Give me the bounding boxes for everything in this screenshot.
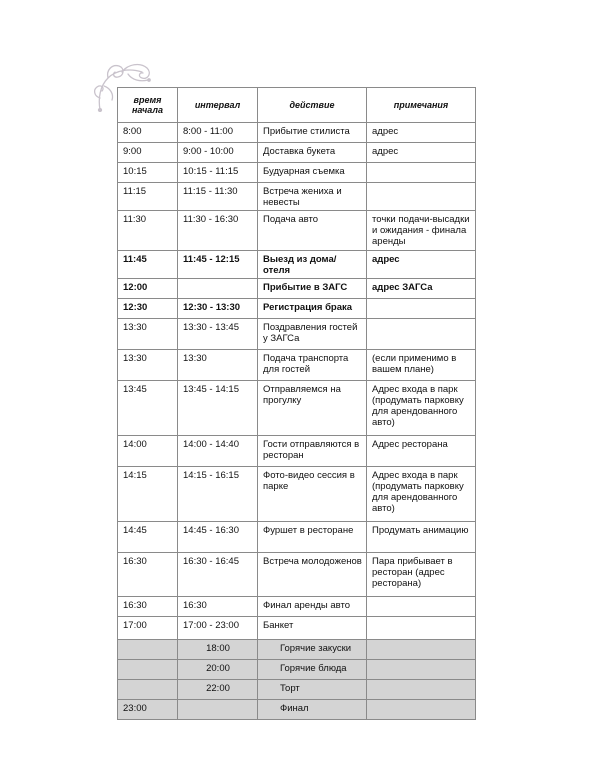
start-cell: 16:30 xyxy=(118,597,178,617)
interval-cell xyxy=(178,700,258,720)
note-cell xyxy=(367,163,476,183)
note-cell: адрес xyxy=(367,143,476,163)
action-cell: Подача авто xyxy=(258,211,367,251)
table-row xyxy=(118,279,476,299)
start-cell: 14:00 xyxy=(118,436,178,467)
action-cell: Фуршет в ресторане xyxy=(258,522,367,553)
start-cell: 13:30 xyxy=(118,350,178,381)
interval-cell: 16:30 - 16:45 xyxy=(178,553,258,597)
action-cell: Регистрация брака xyxy=(258,299,367,319)
table-row xyxy=(118,617,476,640)
table-row xyxy=(118,123,476,143)
action-cell: Доставка букета xyxy=(258,143,367,163)
action-cell: Финал аренды авто xyxy=(258,597,367,617)
table-row xyxy=(118,211,476,251)
start-cell xyxy=(118,680,178,700)
start-cell: 11:30 xyxy=(118,211,178,251)
note-cell: Адрес ресторана xyxy=(367,436,476,467)
interval-cell: 16:30 xyxy=(178,597,258,617)
interval-cell: 9:00 - 10:00 xyxy=(178,143,258,163)
action-cell: Финал xyxy=(258,700,367,720)
note-cell: Продумать анимацию xyxy=(367,522,476,553)
action-cell: Горячие закуски xyxy=(258,640,367,660)
start-cell: 14:15 xyxy=(118,467,178,522)
interval-cell: 14:15 - 16:15 xyxy=(178,467,258,522)
table-row xyxy=(118,299,476,319)
start-cell: 14:45 xyxy=(118,522,178,553)
start-cell xyxy=(118,640,178,660)
interval-cell: 11:15 - 11:30 xyxy=(178,183,258,211)
action-cell: Прибытие в ЗАГС xyxy=(258,279,367,299)
action-cell: Фото-видео сессия в парке xyxy=(258,467,367,522)
action-cell: Выезд из дома/отеля xyxy=(258,251,367,279)
start-cell: 23:00 xyxy=(118,700,178,720)
interval-cell: 11:45 - 12:15 xyxy=(178,251,258,279)
start-cell xyxy=(118,660,178,680)
action-cell: Отправляемся на прогулку xyxy=(258,381,367,436)
interval-cell: 12:30 - 13:30 xyxy=(178,299,258,319)
table-row xyxy=(118,597,476,617)
column-header-start: время начала xyxy=(118,88,178,123)
note-cell: адрес xyxy=(367,251,476,279)
schedule-table xyxy=(117,87,476,720)
interval-cell: 20:00 xyxy=(178,660,258,680)
start-cell: 17:00 xyxy=(118,617,178,640)
interval-cell xyxy=(178,279,258,299)
note-cell xyxy=(367,319,476,350)
note-cell: точки подачи-высадки и ожидания - финала аренды xyxy=(367,211,476,251)
table-row xyxy=(118,251,476,279)
note-cell: адрес xyxy=(367,123,476,143)
note-cell xyxy=(367,640,476,660)
start-cell: 11:45 xyxy=(118,251,178,279)
note-cell: адрес ЗАГСа xyxy=(367,279,476,299)
interval-cell: 17:00 - 23:00 xyxy=(178,617,258,640)
start-cell: 12:30 xyxy=(118,299,178,319)
action-cell: Прибытие стилиста xyxy=(258,123,367,143)
column-header-action: действие xyxy=(258,88,367,123)
table-row xyxy=(118,319,476,350)
action-cell: Встреча жениха и невесты xyxy=(258,183,367,211)
table-row xyxy=(118,436,476,467)
action-cell: Поздравления гостей у ЗАГСа xyxy=(258,319,367,350)
table-row xyxy=(118,553,476,597)
column-header-notes: примечания xyxy=(367,88,476,123)
action-cell: Торт xyxy=(258,680,367,700)
start-cell: 10:15 xyxy=(118,163,178,183)
table-row xyxy=(118,640,476,660)
action-cell: Горячие блюда xyxy=(258,660,367,680)
action-cell: Подача транспорта для гостей xyxy=(258,350,367,381)
column-header-interval: интервал xyxy=(178,88,258,123)
interval-cell: 18:00 xyxy=(178,640,258,660)
note-cell: (если применимо в вашем плане) xyxy=(367,350,476,381)
note-cell xyxy=(367,597,476,617)
note-cell: Пара прибывает в ресторан (адрес ресторана) xyxy=(367,553,476,597)
interval-cell: 14:00 - 14:40 xyxy=(178,436,258,467)
interval-cell: 22:00 xyxy=(178,680,258,700)
table-row xyxy=(118,467,476,522)
start-cell: 13:45 xyxy=(118,381,178,436)
table-row xyxy=(118,163,476,183)
table-row xyxy=(118,522,476,553)
interval-cell: 13:30 xyxy=(178,350,258,381)
action-cell: Встреча молодоженов xyxy=(258,553,367,597)
table-header-row xyxy=(118,88,476,123)
note-cell xyxy=(367,617,476,640)
start-cell: 12:00 xyxy=(118,279,178,299)
start-cell: 8:00 xyxy=(118,123,178,143)
note-cell xyxy=(367,183,476,211)
table-row xyxy=(118,700,476,720)
note-cell xyxy=(367,660,476,680)
action-cell: Банкет xyxy=(258,617,367,640)
note-cell xyxy=(367,299,476,319)
start-cell: 13:30 xyxy=(118,319,178,350)
interval-cell: 10:15 - 11:15 xyxy=(178,163,258,183)
table-row xyxy=(118,660,476,680)
interval-cell: 11:30 - 16:30 xyxy=(178,211,258,251)
note-cell: Адрес входа в парк (продумать парковку для арендованного авто) xyxy=(367,381,476,436)
start-cell: 16:30 xyxy=(118,553,178,597)
table-row xyxy=(118,350,476,381)
interval-cell: 14:45 - 16:30 xyxy=(178,522,258,553)
interval-cell: 13:45 - 14:15 xyxy=(178,381,258,436)
table-row xyxy=(118,143,476,163)
interval-cell: 8:00 - 11:00 xyxy=(178,123,258,143)
start-cell: 9:00 xyxy=(118,143,178,163)
note-cell: Адрес входа в парк (продумать парковку для арендованного авто) xyxy=(367,467,476,522)
interval-cell: 13:30 - 13:45 xyxy=(178,319,258,350)
table-row xyxy=(118,183,476,211)
table-row xyxy=(118,680,476,700)
note-cell xyxy=(367,680,476,700)
start-cell: 11:15 xyxy=(118,183,178,211)
table-row xyxy=(118,381,476,436)
action-cell: Будуарная съемка xyxy=(258,163,367,183)
action-cell: Гости отправляются в ресторан xyxy=(258,436,367,467)
note-cell xyxy=(367,700,476,720)
